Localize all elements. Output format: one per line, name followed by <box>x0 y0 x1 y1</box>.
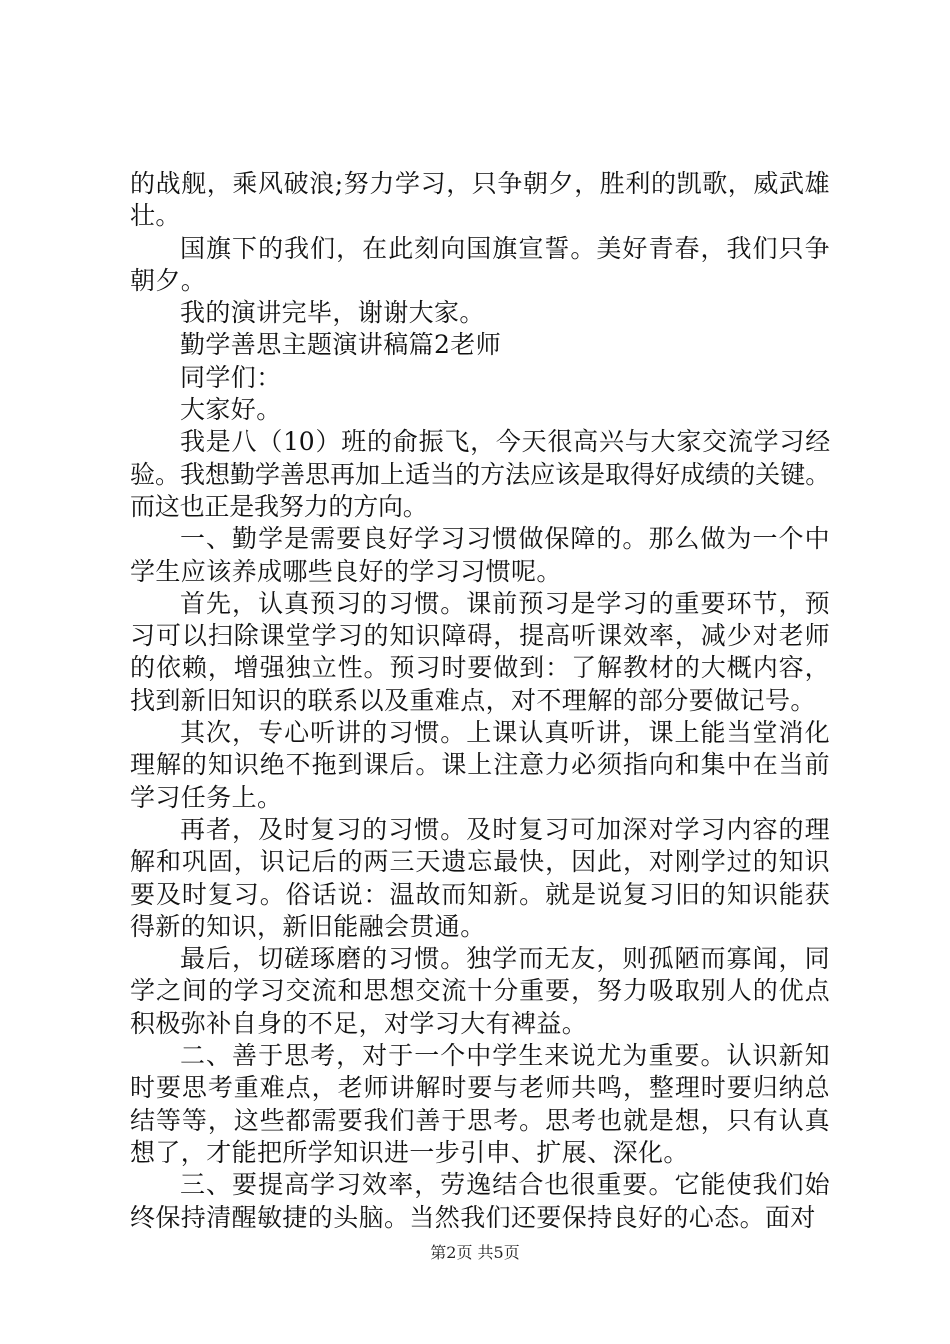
paragraph-7: 我是八（10）班的俞振飞，今天很高兴与大家交流学习经验。我想勤学善思再加上适当的方法应该是取得好成绩的关键。而这也正是我努力的方向。 <box>130 427 830 521</box>
paragraph-5: 同学们： <box>180 362 282 392</box>
paragraph-6: 大家好。 <box>180 395 282 425</box>
paragraph-2: 国旗下的我们，在此刻向国旗宣誓。美好青春，我们只争朝夕。 <box>130 233 830 295</box>
page-footer: 第2页 共5页 <box>430 1243 520 1262</box>
paragraph-11: 再者，及时复习的习惯。及时复习可加深对学习内容的理解和巩固，识记后的两三天遗忘最快，因此，对刚学过的知识要及时复习。俗话说：温故而知新。就是说复习旧的知识能获得新的知识，新旧能融会贯通。 <box>130 814 830 941</box>
paragraph-8: 一、勤学是需要良好学习习惯做保障的。那么做为一个中学生应该养成哪些良好的学习习惯呢。 <box>130 524 830 586</box>
paragraph-14: 三、要提高学习效率，劳逸结合也很重要。它能使我们始终保持清醒敏捷的头脑。当然我们还要保持良好的心态。面对 <box>130 1170 830 1232</box>
document-body <box>130 168 830 1234</box>
paragraph-13: 二、善于思考，对于一个中学生来说尤为重要。认识新知时要思考重难点，老师讲解时要与老师共鸣，整理时要归纳总结等等，这些都需要我们善于思考。思考也就是想，只有认真想了，才能把所学知识进一步引申、扩展、深化。 <box>130 1041 830 1167</box>
paragraph-4: 勤学善思主题演讲稿篇2老师 <box>180 330 502 360</box>
paragraph-9: 首先，认真预习的习惯。课前预习是学习的重要环节，预习可以扫除课堂学习的知识障碍，提高听课效率，减少对老师的依赖，增强独立性。预习时要做到：了解教材的大概内容，找到新旧知识的联系以及重难点，对不理解的部分要做记号。 <box>130 588 830 715</box>
paragraph-3: 我的演讲完毕，谢谢大家。 <box>180 298 485 328</box>
paragraph-12: 最后，切磋琢磨的习惯。独学而无友，则孤陋而寡闻，同学之间的学习交流和思想交流十分重要，努力吸取别人的优点积极弥补自身的不足，对学习大有裨益。 <box>130 944 830 1038</box>
paragraph-1: 的战舰，乘风破浪;努力学习，只争朝夕，胜利的凯歌，威武雄壮。 <box>130 169 830 231</box>
paragraph-10: 其次，专心听讲的习惯。上课认真听讲，课上能当堂消化理解的知识绝不拖到课后。课上注意力必须指向和集中在当前学习任务上。 <box>130 718 830 812</box>
